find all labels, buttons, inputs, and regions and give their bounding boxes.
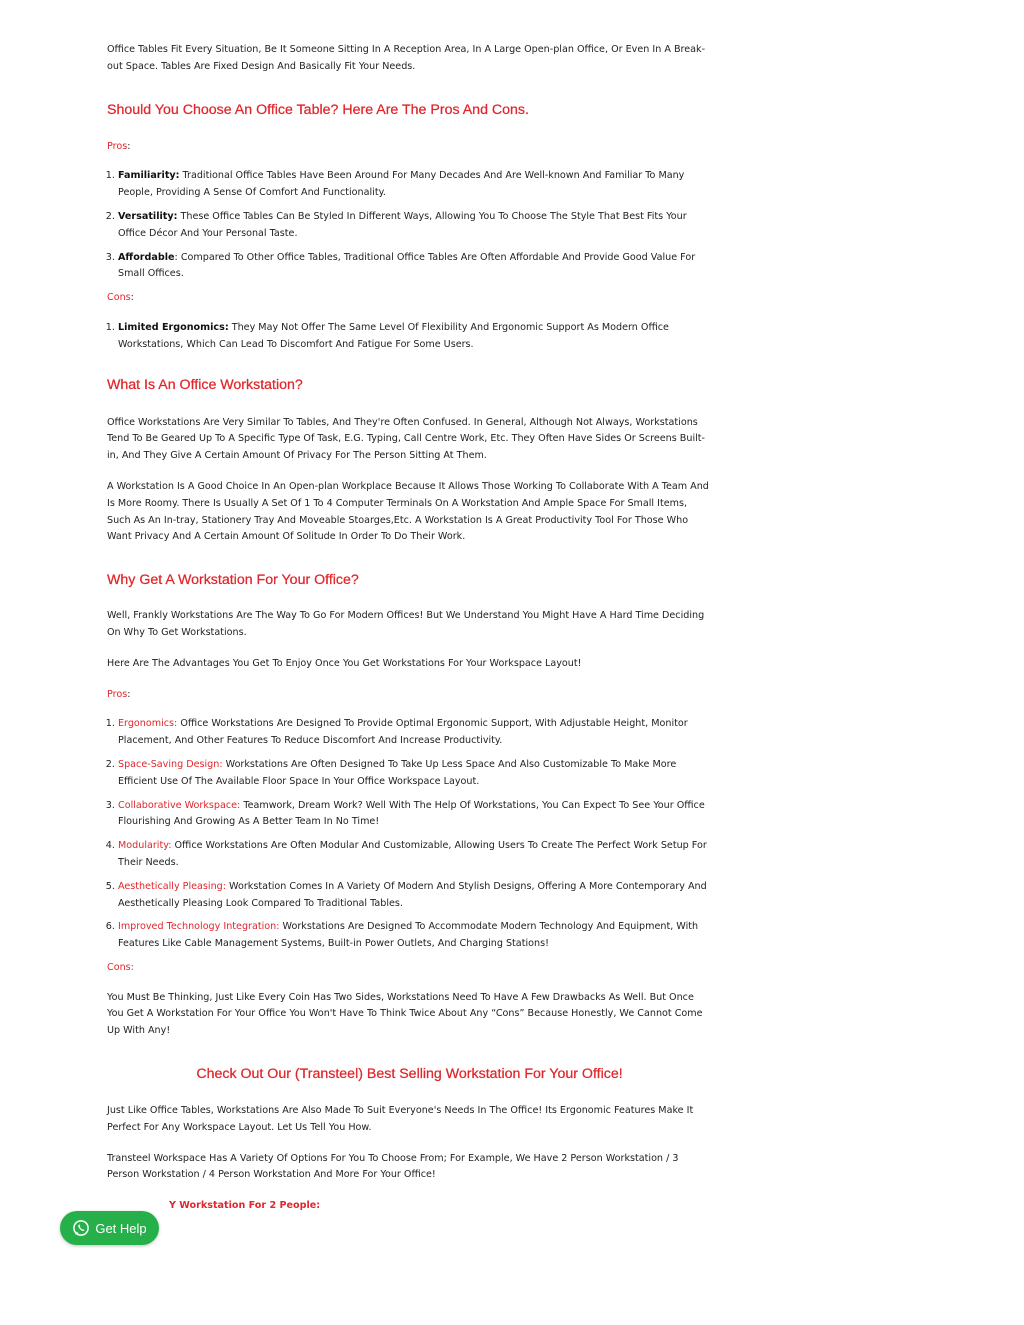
- workstation-pros-list: [107, 716, 712, 953]
- list-item: 1. Limited Ergonomics: They May Not Offer The Same Level Of Flexibility And Ergonomic Support As Modern Office Workstations, Which Can Lead To Discomfort And Fatigue For Some Users.: [118, 320, 712, 354]
- article-content: [107, 42, 712, 1215]
- intro-paragraph: Office Tables Fit Every Situation, Be It Someone Sitting In A Reception Area, In A Large Open-plan Office, Or Even In A Break-out Space. Tables Are Fixed Design And Basically Fit Your Needs.: [107, 44, 706, 72]
- list-item: 3. Affordable: Compared To Other Office Tables, Traditional Office Tables Are Often Affordable And Provide Good Value For Small Offices.: [118, 250, 712, 284]
- list-item: 1. Ergonomics: Office Workstations Are Designed To Provide Optimal Ergonomic Support, With Adjustable Height, Monitor Placement, And Other Features To Reduce Discomfort And Increase Productivity.: [118, 716, 712, 750]
- paragraph: You Must Be Thinking, Just Like Every Coin Has Two Sides, Workstations Need To Have A Few Drawbacks As Well. But Once You Get A Workstation For Your Office You Won't Have To Think Twice About Any “Cons” Because Honestly, We Cannot Come Up With Any!: [107, 991, 703, 1037]
- pros-label: Pros:: [107, 688, 131, 700]
- section-heading-what-is-workstation: What Is An Office Workstation?: [107, 376, 303, 393]
- cons-label: Cons:: [107, 292, 134, 304]
- section-heading-best-selling: Check Out Our (Transteel) Best Selling Workstation For Your Office!: [196, 1066, 623, 1083]
- office-table-pros-list: [107, 168, 712, 283]
- list-item: 3. Collaborative Workspace: Teamwork, Dream Work? Well With The Help Of Workstations, You Can Expect To See Your Office Flourishing And Growing As A Better Team In No Time!: [118, 798, 712, 832]
- section-heading-why-workstation: Why Get A Workstation For Your Office?: [107, 572, 359, 589]
- list-item: 6. Improved Technology Integration: Workstations Are Designed To Accommodate Modern Technology And Equipment, With Features Like Cable Management Systems, Built-in Power Outlets, And Charging Stations!: [118, 919, 712, 953]
- list-item: 2. Versatility: These Office Tables Can Be Styled In Different Ways, Allowing You To Choose The Style That Best Fits Your Office Décor And Your Personal Taste.: [118, 209, 712, 243]
- list-item: 1. Familiarity: Traditional Office Tables Have Been Around For Many Decades And Are Well-known And Familiar To Many People, Providing A Sense Of Comfort And Functionality.: [118, 168, 712, 202]
- whatsapp-icon: [72, 1219, 90, 1237]
- paragraph: Transteel Workspace Has A Variety Of Options For You To Choose From; For Example, We Have 2 Person Workstation / 3 Person Workstation / 4 Person Workstation And More For Your Office!: [107, 1152, 679, 1181]
- office-table-cons-list: [107, 320, 712, 354]
- get-help-label: Get Help: [95, 1220, 147, 1236]
- get-help-button[interactable]: [60, 1211, 159, 1245]
- paragraph: Office Workstations Are Very Similar To Tables, And They're Often Confused. In General, Although Not Always, Workstations Tend To Be Geared Up To A Specific Type Of Task, E.G. Typing, Call Centre Work, Etc. They Often Have Sides Or Screens Built-in, And They Give A Certain Amount Of Privacy For The Person Sitting At Them.: [107, 416, 706, 462]
- subheading-2-person-workstation: Y Workstation For 2 People:: [169, 1200, 321, 1212]
- list-item: 2. Space-Saving Design: Workstations Are Often Designed To Take Up Less Space And Also Customizable To Make More Efficient Use Of The Available Floor Space In Your Office Workspace Layout.: [118, 757, 712, 791]
- list-item: 4. Modularity: Office Workstations Are Often Modular And Customizable, Allowing Users To Create The Perfect Work Setup For Their Needs.: [118, 838, 712, 872]
- paragraph: Well, Frankly Workstations Are The Way To Go For Modern Offices! But We Understand You Might Have A Hard Time Deciding On Why To Get Workstations.: [107, 610, 705, 638]
- paragraph: Here Are The Advantages You Get To Enjoy Once You Get Workstations For Your Workspace Layout!: [107, 657, 582, 669]
- paragraph: Just Like Office Tables, Workstations Are Also Made To Suit Everyone's Needs In The Office! Its Ergonomic Features Make It Perfect For Any Workspace Layout. Let Us Tell You How.: [107, 1105, 694, 1133]
- pros-label: Pros:: [107, 140, 131, 152]
- paragraph: A Workstation Is A Good Choice In An Open-plan Workplace Because It Allows Those Working To Collaborate With A Team And Is More Roomy. There Is Usually A Set Of 1 To 4 Computer Terminals On A Workstation And Ample Space For Small Items, Such As An In-tray, Stationery Tray And Moveable Stoarges,Etc. A Workstation Is A Great Productivity Tool For Those Who Want Privacy And A Certain Amount Of Solitude In Order To Do Their Work.: [107, 480, 709, 543]
- section-heading-office-table: Should You Choose An Office Table? Here Are The Pros And Cons.: [107, 101, 529, 118]
- cons-label: Cons:: [107, 961, 134, 973]
- list-item: 5. Aesthetically Pleasing: Workstation Comes In A Variety Of Modern And Stylish Designs, Offering A More Contemporary And Aesthetically Pleasing Look Compared To Traditional Tables.: [118, 879, 712, 913]
